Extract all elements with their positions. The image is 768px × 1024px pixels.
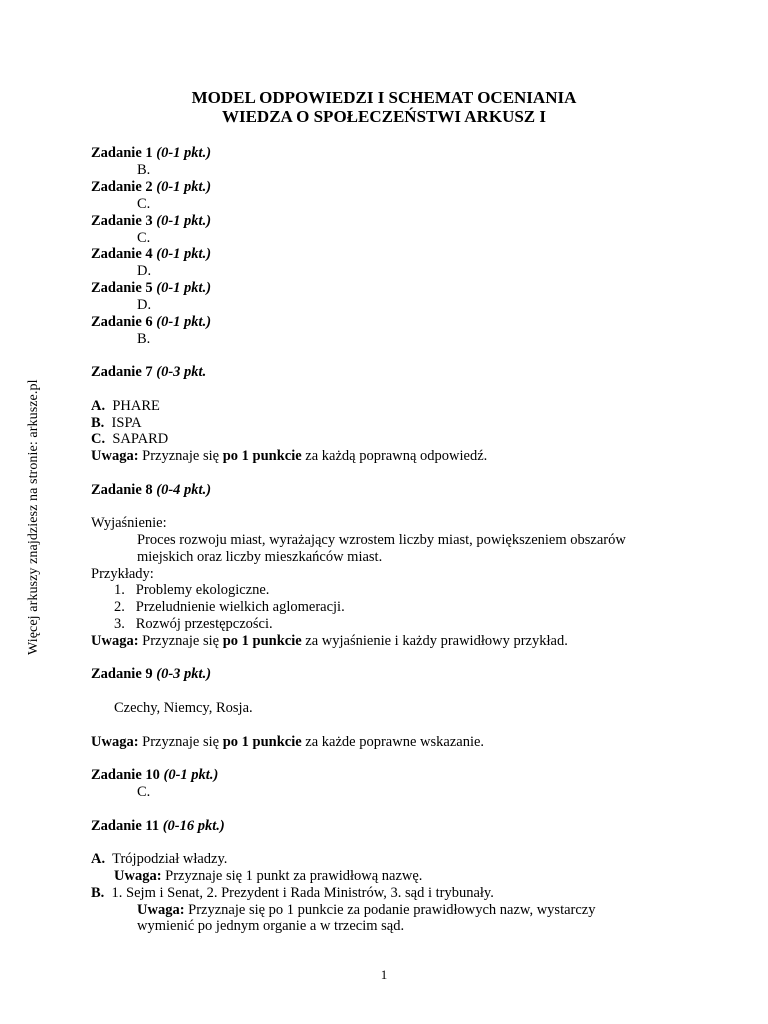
task-1-heading: Zadanie 1 (0-1 pkt.) <box>91 145 212 161</box>
document-title: MODEL ODPOWIEDZI I SCHEMAT OCENIANIA <box>191 88 577 107</box>
task-6-answer: B. <box>137 331 151 347</box>
page-number: 1 <box>380 967 388 982</box>
sidebar-watermark: Więcej arkuszy znajdziesz na stronie: arkusze.pl <box>26 379 41 655</box>
task-8-example: 3. Rozwój przestępczości. <box>114 616 273 632</box>
task-10-answer: C. <box>137 784 151 800</box>
task-11-heading: Zadanie 11 (0-16 pkt.) <box>91 818 225 834</box>
task-6-heading: Zadanie 6 (0-1 pkt.) <box>91 314 212 330</box>
task-4-heading: Zadanie 4 (0-1 pkt.) <box>91 246 212 262</box>
task-11-part-b-note: Uwaga: Przyznaje się po 1 punkcie za podanie prawidłowych nazw, wystarczy <box>137 902 596 918</box>
task-11-part-a-note: Uwaga: Przyznaje się 1 punkt za prawidłową nazwę. <box>114 868 423 884</box>
task-8-explanation-label: Wyjaśnienie: <box>91 515 167 531</box>
task-7-item: B. ISPA <box>91 415 142 431</box>
task-11-part-b-note-cont: wymienić po jednym organie a w trzecim sąd. <box>137 918 405 934</box>
document-subtitle: WIEDZA O SPOŁECZEŃSTWI ARKUSZ I <box>221 107 547 126</box>
task-7-item: A. PHARE <box>91 398 160 414</box>
task-8-heading: Zadanie 8 (0-4 pkt.) <box>91 482 212 498</box>
task-11-part-a: A. Trójpodział władzy. <box>91 851 228 867</box>
task-7-heading: Zadanie 7 (0-3 pkt. <box>91 364 207 380</box>
task-8-example: 1. Problemy ekologiczne. <box>114 582 270 598</box>
task-8-example: 2. Przeludnienie wielkich aglomeracji. <box>114 599 345 615</box>
task-10-heading: Zadanie 10 (0-1 pkt.) <box>91 767 219 783</box>
task-3-answer: C. <box>137 230 151 246</box>
task-3-heading: Zadanie 3 (0-1 pkt.) <box>91 213 212 229</box>
task-4-answer: D. <box>137 263 152 279</box>
task-7-item: C. SAPARD <box>91 431 169 447</box>
task-2-answer: C. <box>137 196 151 212</box>
task-8-explanation-text: miejskich oraz liczby mieszkańców miast. <box>137 549 383 565</box>
task-8-examples-label: Przykłady: <box>91 566 154 582</box>
task-7-note: Uwaga: Przyznaje się po 1 punkcie za każdą poprawną odpowiedź. <box>91 448 488 464</box>
task-5-heading: Zadanie 5 (0-1 pkt.) <box>91 280 212 296</box>
task-1-answer: B. <box>137 162 151 178</box>
task-9-note: Uwaga: Przyznaje się po 1 punkcie za każde poprawne wskazanie. <box>91 734 485 750</box>
task-9-heading: Zadanie 9 (0-3 pkt.) <box>91 666 212 682</box>
task-5-answer: D. <box>137 297 152 313</box>
task-9-answer: Czechy, Niemcy, Rosja. <box>114 700 253 716</box>
task-8-explanation-text: Proces rozwoju miast, wyrażający wzrostem liczby miast, powiększeniem obszarów <box>137 532 626 548</box>
task-8-note: Uwaga: Przyznaje się po 1 punkcie za wyjaśnienie i każdy prawidłowy przykład. <box>91 633 568 649</box>
task-2-heading: Zadanie 2 (0-1 pkt.) <box>91 179 212 195</box>
task-11-part-b: B. 1. Sejm i Senat, 2. Prezydent i Rada Ministrów, 3. sąd i trybunały. <box>91 885 494 901</box>
